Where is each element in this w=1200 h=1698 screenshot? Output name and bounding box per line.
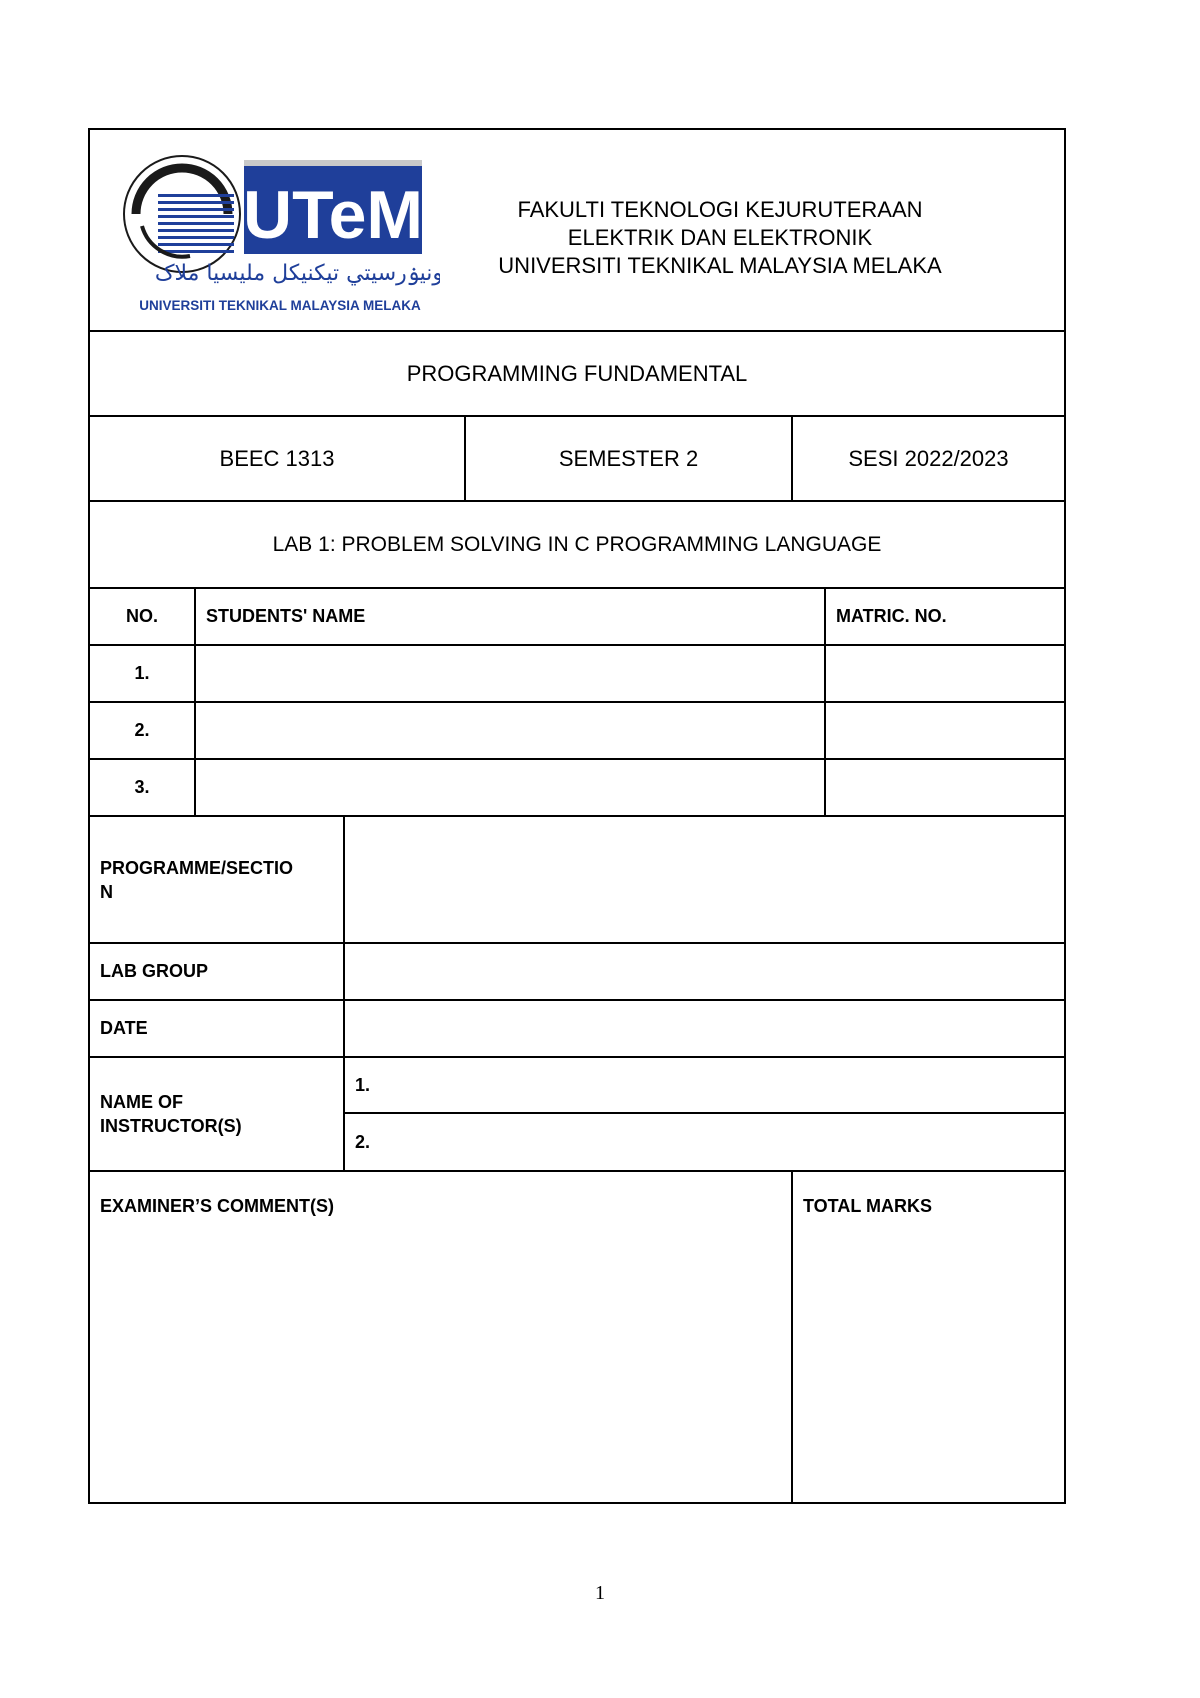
student-name-field[interactable] <box>196 646 826 701</box>
total-marks-box[interactable] <box>793 1172 1064 1502</box>
student-matric-field[interactable] <box>826 646 1064 701</box>
programme-label-line-2: N <box>100 881 113 902</box>
no-header <box>90 589 196 644</box>
name-header <box>196 589 826 644</box>
examiner-comments-box[interactable] <box>90 1172 793 1502</box>
date-label <box>90 1001 345 1056</box>
examiner-comments-label: EXAMINER’S COMMENT(S) <box>100 1196 334 1216</box>
page-number: 1 <box>595 1582 605 1604</box>
lab-title-row <box>90 502 1064 589</box>
date-field[interactable] <box>345 1001 1064 1056</box>
programme-row <box>90 817 1064 944</box>
student-no-cell <box>90 760 196 815</box>
instructor-2-label: 2. <box>355 1131 371 1152</box>
instructor-label <box>90 1058 345 1170</box>
student-no: 3. <box>134 777 150 797</box>
lab-group-field[interactable] <box>345 944 1064 999</box>
utem-logo-graphic <box>120 148 440 316</box>
date-row <box>90 1001 1064 1058</box>
student-no: 2. <box>134 720 150 740</box>
student-matric-field[interactable] <box>826 760 1064 815</box>
utem-jawi-text: اونيۏرسيتي تيکنيکل مليسيا ملاک <box>154 261 440 286</box>
programme-label <box>90 817 345 942</box>
total-marks-label: TOTAL MARKS <box>803 1196 932 1216</box>
table-row <box>90 703 1064 760</box>
assessment-row <box>90 1172 1064 1502</box>
course-info-row <box>90 417 1064 502</box>
lab-group-label-text: LAB GROUP <box>100 961 208 981</box>
course-title: PROGRAMMING FUNDAMENTAL <box>406 360 748 386</box>
utem-wordmark: UTeM <box>242 177 424 253</box>
lab-group-label <box>90 944 345 999</box>
instructor-row <box>90 1058 1064 1172</box>
date-label-text: DATE <box>100 1018 148 1038</box>
student-name-field[interactable] <box>196 760 826 815</box>
student-matric-field[interactable] <box>826 703 1064 758</box>
no-header-label: NO. <box>125 606 158 626</box>
instructor-2-field[interactable] <box>345 1114 1064 1170</box>
session-cell <box>793 417 1064 500</box>
instructor-fields <box>345 1058 1064 1170</box>
semester: SEMESTER 2 <box>558 445 699 471</box>
programme-label-line-1: PROGRAMME/SECTIO <box>100 857 294 878</box>
name-header-label: STUDENTS' NAME <box>206 606 366 626</box>
table-row <box>90 646 1064 703</box>
utem-logo <box>120 148 440 316</box>
course-title-row <box>90 332 1064 417</box>
faculty-line-1: FAKULTI TEKNOLOGI KEJURUTERAAN <box>517 197 923 222</box>
lab-group-row <box>90 944 1064 1001</box>
instructor-1-label: 1. <box>355 1074 371 1095</box>
student-no-cell <box>90 703 196 758</box>
faculty-line-2: ELEKTRIK DAN ELEKTRONIK <box>567 225 873 250</box>
faculty-header <box>450 196 990 280</box>
student-no: 1. <box>134 663 150 683</box>
header-row <box>90 130 1064 332</box>
instructor-label-line-1: NAME OF <box>100 1092 183 1112</box>
matric-header-label: MATRIC. NO. <box>836 606 947 626</box>
student-no-cell <box>90 646 196 701</box>
instructor-1-field[interactable] <box>345 1058 1064 1114</box>
instructor-label-line-2: INSTRUCTOR(S) <box>100 1116 242 1136</box>
course-code: BEEC 1313 <box>219 445 335 471</box>
programme-field[interactable] <box>345 817 1064 942</box>
semester-cell <box>466 417 793 500</box>
lab-title: LAB 1: PROBLEM SOLVING IN C PROGRAMMING LANGUAGE <box>272 532 882 556</box>
session: SESI 2022/2023 <box>848 445 1009 471</box>
utem-caption: UNIVERSITI TEKNIKAL MALAYSIA MELAKA <box>139 298 421 313</box>
lab-cover-form <box>88 128 1066 1504</box>
students-header-row <box>90 589 1064 646</box>
course-code-cell <box>90 417 466 500</box>
faculty-line-3: UNIVERSITI TEKNIKAL MALAYSIA MELAKA <box>498 253 942 278</box>
table-row <box>90 760 1064 817</box>
student-name-field[interactable] <box>196 703 826 758</box>
matric-header <box>826 589 1064 644</box>
